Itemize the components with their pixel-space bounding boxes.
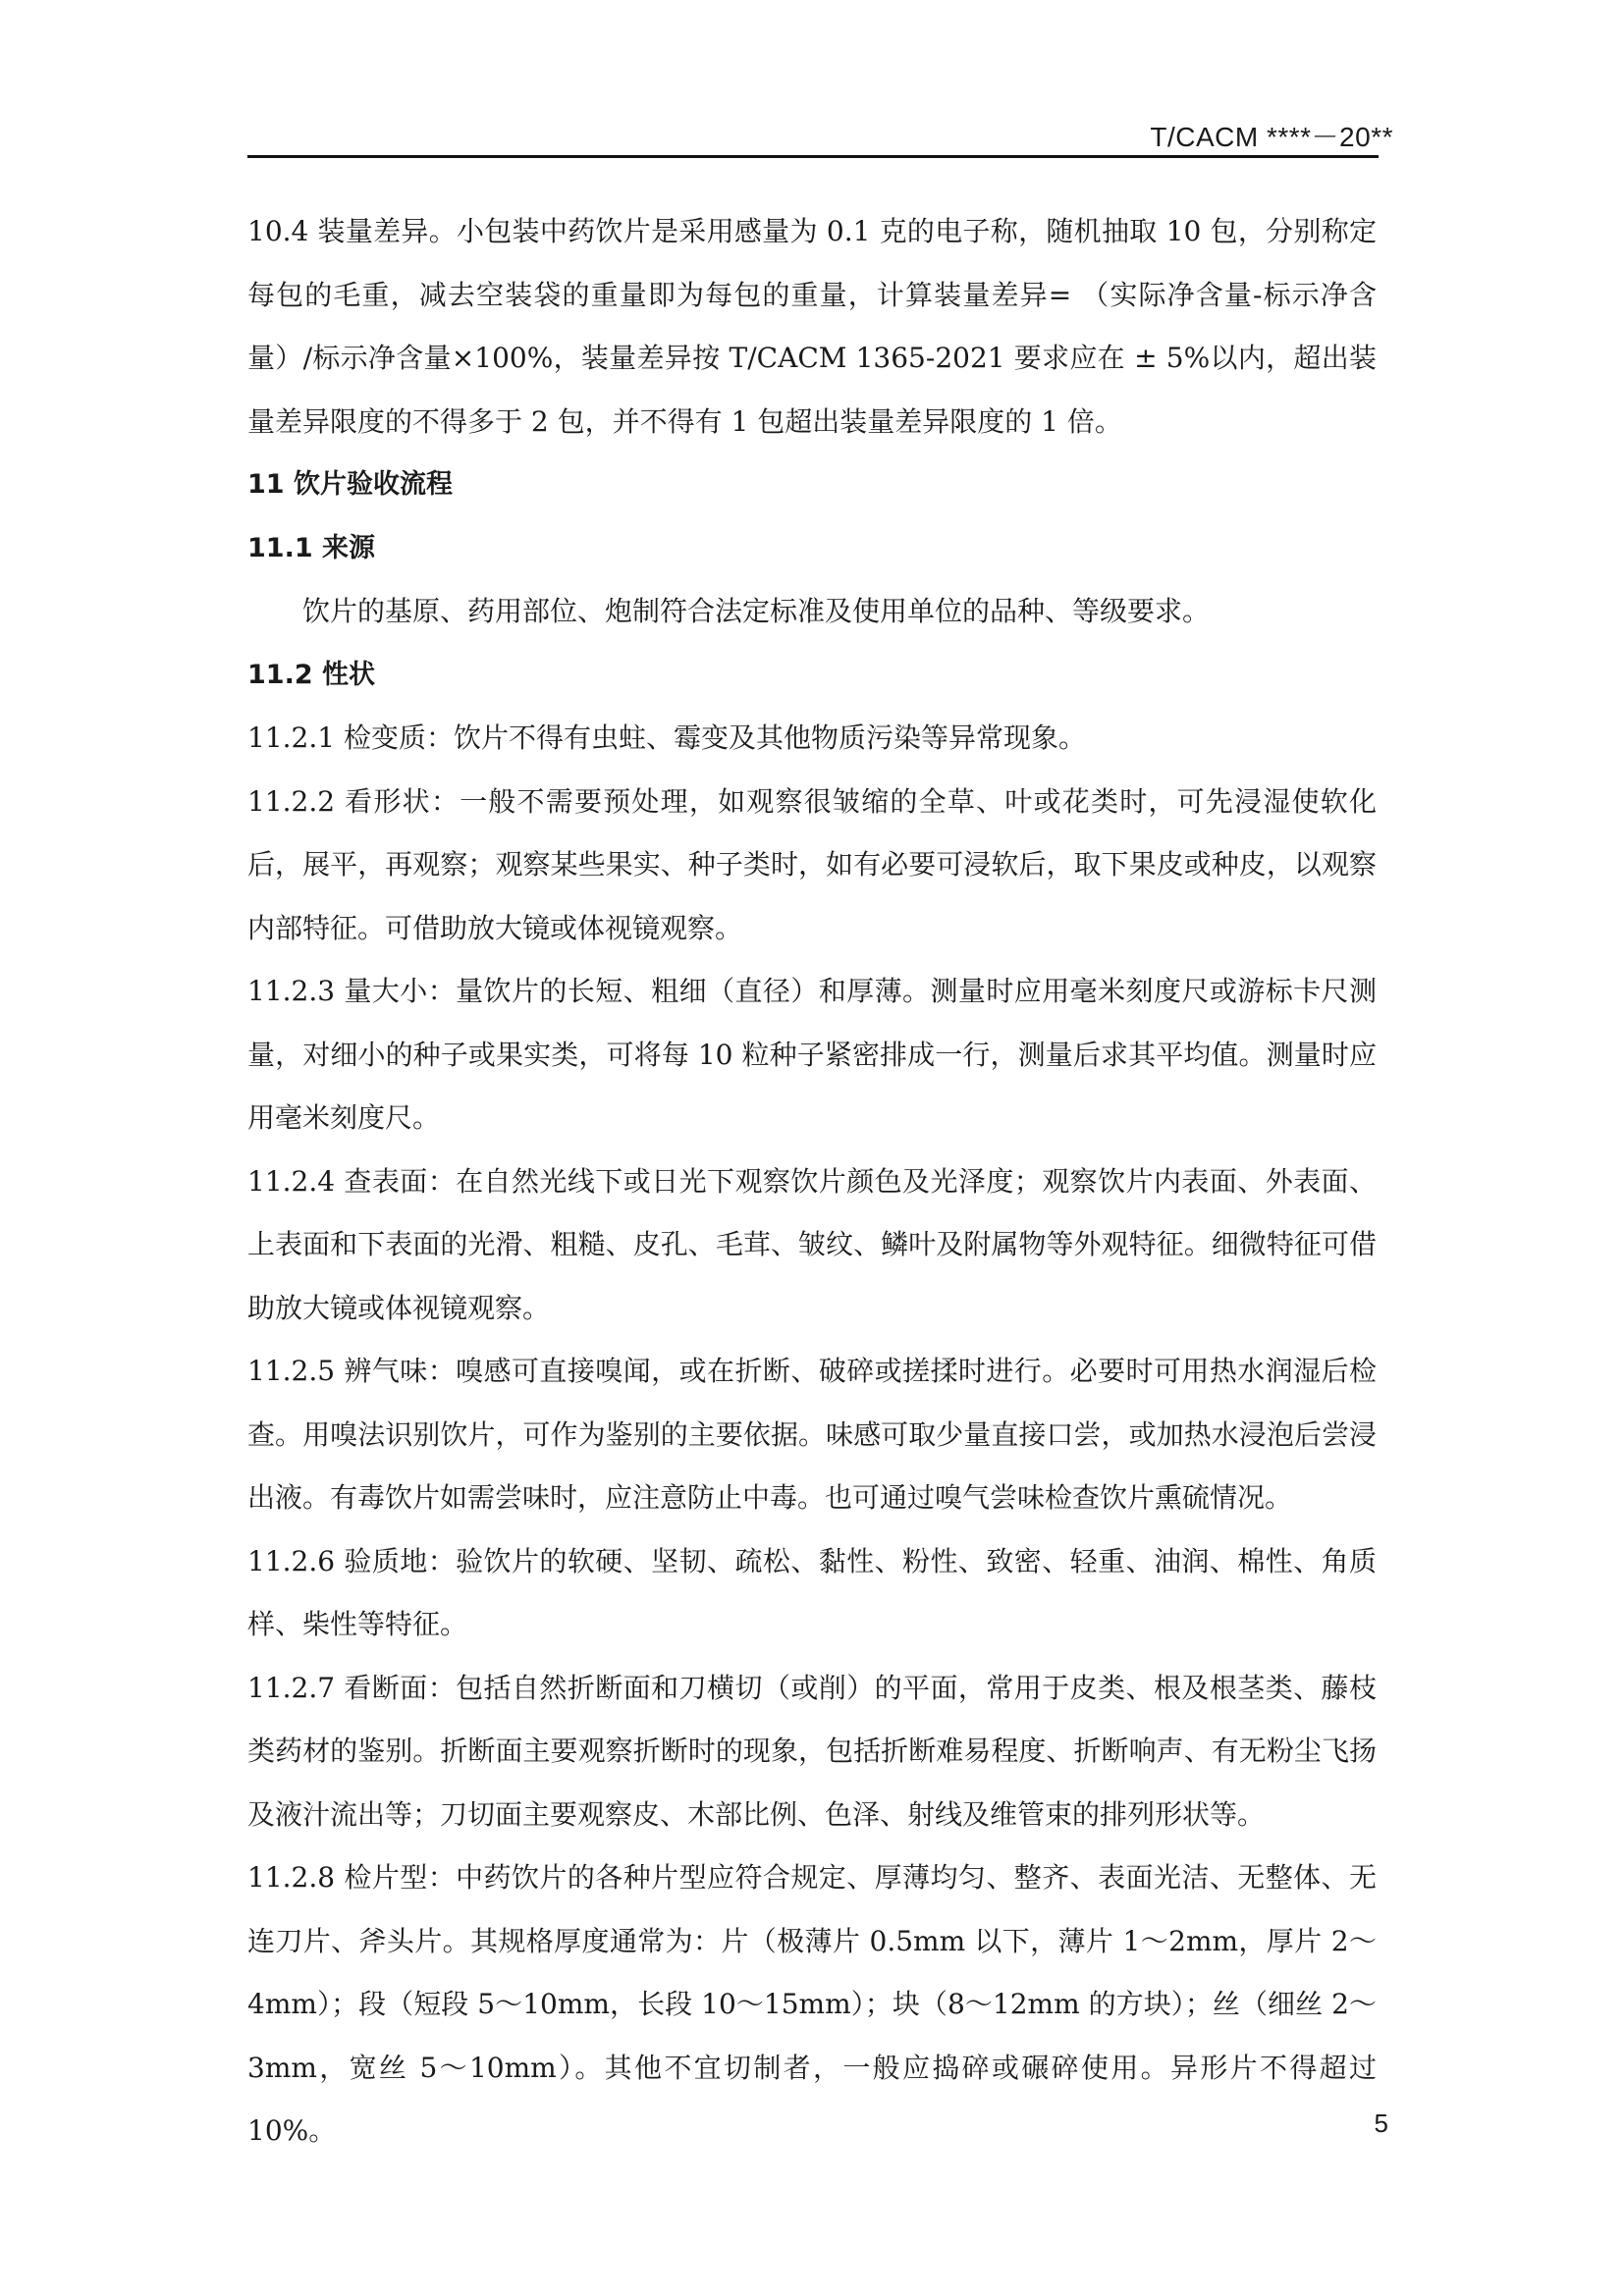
document-body xyxy=(247,200,1377,2163)
clause-11-1-text: 饮片的基原、药用部位、炮制符合法定标准及使用单位的品种、等级要求。 xyxy=(302,595,1211,627)
clause-11-2-5: 11.2.5 辨气味：嗅感可直接嗅闻，或在折断、破碎或搓揉时进行。必要时可用热水润湿后检查。用嗅法识别饮片，可作为鉴别的主要依据。味感可取少量直接口尝，或加热水浸泡后尝浸出液。有毒饮片如需尝味时，应注意防止中毒。也可通过嗅气尝味检查饮片熏硫情况。 xyxy=(247,1355,1377,1514)
heading-11-1: 11.1 来源 xyxy=(247,532,376,563)
clause-11-2-4: 11.2.4 查表面：在自然光线下或日光下观察饮片颜色及光泽度；观察饮片内表面、外表面、上表面和下表面的光滑、粗糙、皮孔、毛茸、皱纹、鳞叶及附属物等外观特征。细微特征可借助放大镜或体视镜观察。 xyxy=(247,1164,1377,1324)
clause-11-2-2: 11.2.2 看形状：一般不需要预处理，如观察很皱缩的全草、叶或花类时，可先浸湿使软化后，展平，再观察；观察某些果实、种子类时，如有必要可浸软后，取下果皮或种皮，以观察内部特征。可借助放大镜或体视镜观察。 xyxy=(247,784,1377,944)
clause-11-2-3: 11.2.3 量大小：量饮片的长短、粗细（直径）和厚薄。测量时应用毫米刻度尺或游标卡尺测量，对细小的种子或果实类，可将每 10 粒种子紧密排成一行，测量后求其平均值。测量时应用毫米刻度尺。 xyxy=(247,975,1377,1134)
page-number: 5 xyxy=(1374,2109,1388,2138)
heading-11-2: 11.2 性状 xyxy=(247,659,376,690)
header-divider xyxy=(247,155,1379,158)
clause-11-2-1: 11.2.1 检变质：饮片不得有虫蛀、霉变及其他物质污染等异常现象。 xyxy=(247,721,1086,754)
clause-10-4: 10.4 装量差异。小包装中药饮片是采用感量为 0.1 克的电子称，随机抽取 10 包，分别称定每包的毛重，减去空装袋的重量即为每包的重量，计算装量差异= （实际净含量-标示净含量）/标示净含量×100%，装量差异按 T/CACM 1365-2021 要求应在 ± 5%以内，超出装量差异限度的不得多于 2 包，并不得有 1 包超出装量差异限度的 1 倍。 xyxy=(247,215,1377,438)
clause-11-2-6: 11.2.6 验质地：验饮片的软硬、坚韧、疏松、黏性、粉性、致密、轻重、油润、棉性、角质样、柴性等特征。 xyxy=(247,1544,1377,1640)
standard-code-header: T/CACM ****－20** xyxy=(1150,122,1393,152)
clause-11-2-8: 11.2.8 检片型：中药饮片的各种片型应符合规定、厚薄均匀、整齐、表面光洁、无整体、无连刀片、斧头片。其规格厚度通常为：片（极薄片 0.5mm 以下，薄片 1～2mm，厚片 2～4mm）；段（短段 5～10mm，长段 10～15mm）；块（8～12mm 的方块）；丝（细丝 2～3mm，宽丝 5～10mm）。其他不宜切制者，一般应捣碎或碾碎使用。异形片不得超过 10%。 xyxy=(247,1861,1377,2147)
heading-11: 11 饮片验收流程 xyxy=(247,469,453,500)
clause-11-2-7: 11.2.7 看断面：包括自然折断面和刀横切（或削）的平面，常用于皮类、根及根茎类、藤枝类药材的鉴别。折断面主要观察折断时的现象，包括折断难易程度、折断响声、有无粉尘飞扬及液汁流出等；刀切面主要观察皮、木部比例、色泽、射线及维管束的排列形状等。 xyxy=(247,1671,1377,1831)
